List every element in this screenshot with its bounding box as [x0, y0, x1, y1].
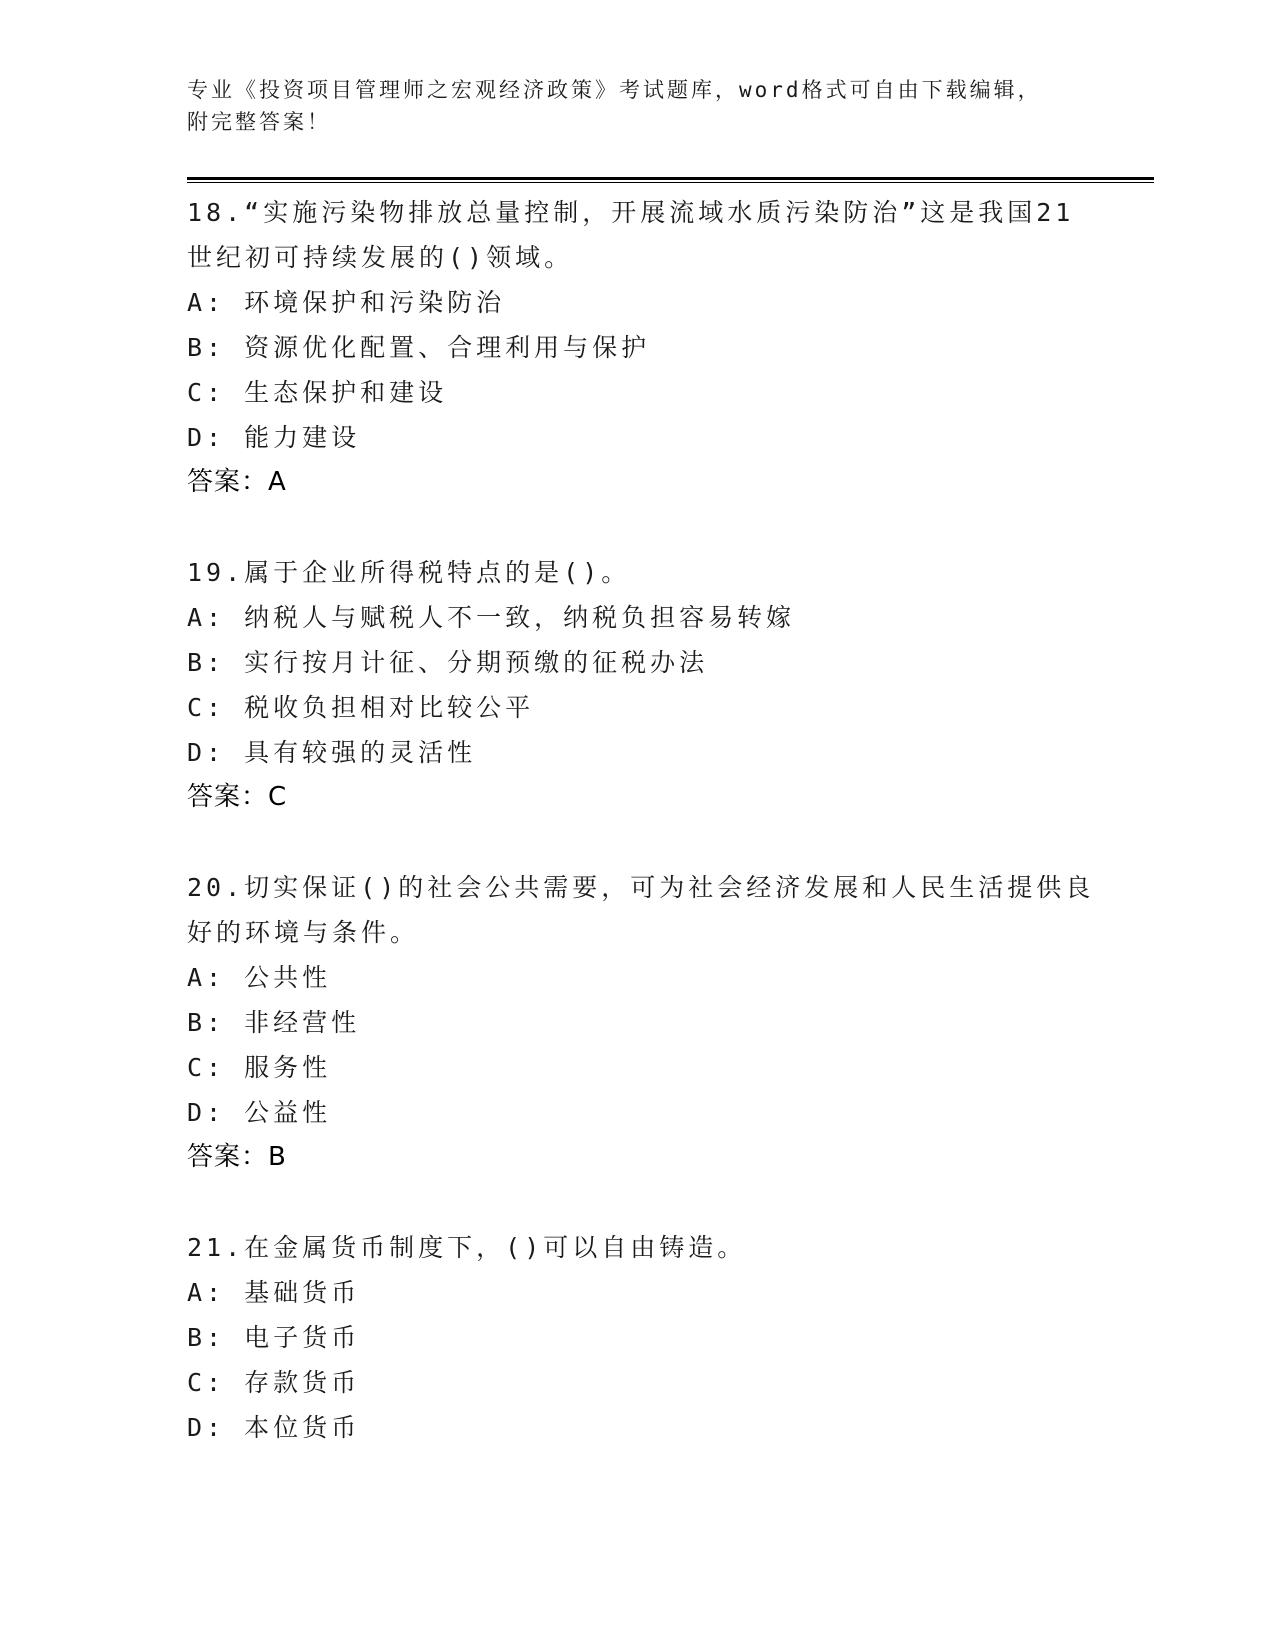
option-d: D: 公益性 — [187, 1098, 332, 1127]
header-line-2: 附完整答案！ — [187, 110, 331, 134]
option-b: B: 实行按月计征、分期预缴的征税办法 — [187, 648, 709, 677]
question-spacer — [187, 505, 1087, 550]
answer-line: 答案：C — [187, 782, 288, 812]
question-list — [187, 190, 1095, 1450]
question-20 — [187, 865, 1095, 1180]
header-line-1: 专业《投资项目管理师之宏观经济政策》考试题库，word格式可自由下载编辑， — [187, 78, 1042, 102]
option-c: C: 税收负担相对比较公平 — [187, 693, 535, 722]
question-21 — [187, 1225, 1087, 1450]
question-stem-line: 好的环境与条件。 — [187, 918, 420, 947]
option-d: D: 能力建设 — [187, 423, 361, 452]
header-rule-thick — [187, 177, 1154, 180]
option-c: C: 生态保护和建设 — [187, 378, 448, 407]
question-19 — [187, 550, 1087, 820]
question-18 — [187, 190, 1087, 505]
option-d: D: 本位货币 — [187, 1413, 361, 1442]
question-stem-line: 20.切实保证()的社会公共需要，可为社会经济发展和人民生活提供良 — [187, 873, 1095, 902]
answer-line: 答案：A — [187, 467, 287, 497]
question-spacer — [187, 1180, 1087, 1225]
option-a: A: 基础货币 — [187, 1278, 361, 1307]
option-c: C: 服务性 — [187, 1053, 332, 1082]
option-b: B: 电子货币 — [187, 1323, 361, 1352]
option-d: D: 具有较强的灵活性 — [187, 738, 477, 767]
option-a: A: 公共性 — [187, 963, 332, 992]
option-b: B: 非经营性 — [187, 1008, 361, 1037]
option-c: C: 存款货币 — [187, 1368, 361, 1397]
header-rule-thin — [187, 182, 1154, 183]
question-stem-line: 世纪初可持续发展的()领域。 — [187, 243, 574, 272]
answer-line: 答案：B — [187, 1142, 287, 1172]
option-a: A: 纳税人与赋税人不一致，纳税负担容易转嫁 — [187, 603, 796, 632]
question-stem-line: 21.在金属货币制度下，()可以自由铸造。 — [187, 1233, 747, 1262]
question-spacer — [187, 820, 1087, 865]
option-b: B: 资源优化配置、合理利用与保护 — [187, 333, 651, 362]
document-header — [187, 74, 1067, 138]
question-stem-line: 18.“实施污染物排放总量控制，开展流域水质污染防治”这是我国21 — [187, 198, 1075, 227]
option-a: A: 环境保护和污染防治 — [187, 288, 506, 317]
question-stem-line: 19.属于企业所得税特点的是()。 — [187, 558, 631, 587]
